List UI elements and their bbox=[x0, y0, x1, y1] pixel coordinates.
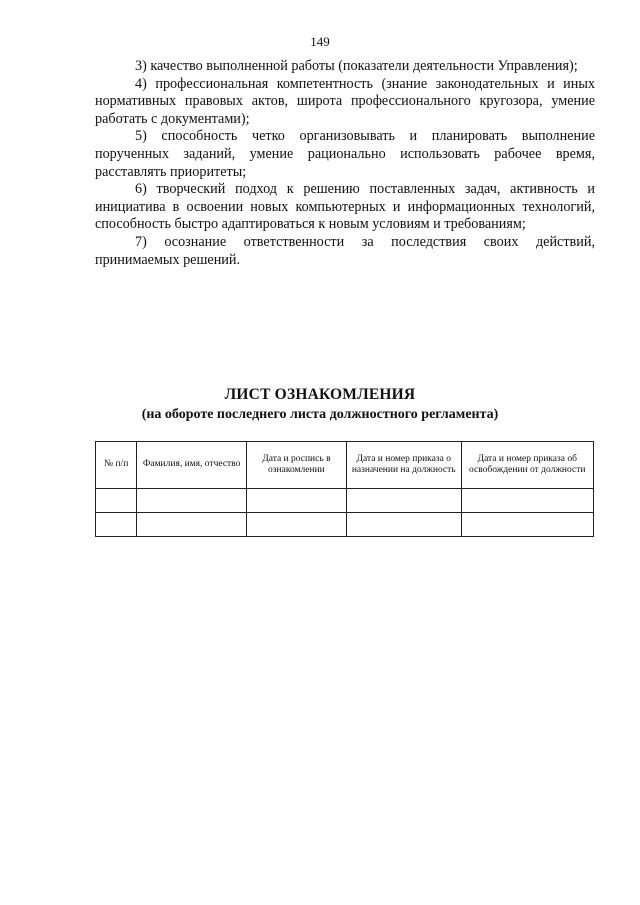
table-cell bbox=[246, 489, 346, 513]
table-row bbox=[96, 513, 594, 537]
table-cell bbox=[461, 513, 593, 537]
table-cell bbox=[246, 513, 346, 537]
column-header-appointment-order: Дата и номер приказа о назначении на должность bbox=[346, 442, 461, 489]
column-header-signature-date: Дата и роспись в ознакомлении bbox=[246, 442, 346, 489]
heading-subtitle: (на обороте последнего листа должностного регламента) bbox=[141, 407, 499, 422]
table-row bbox=[96, 489, 594, 513]
acknowledgement-table bbox=[95, 441, 594, 537]
paragraph: 4) профессиональная компетентность (знание законодательных и иных нормативных правовых актов, широта профессионального кругозора, умение работать с документами); bbox=[95, 75, 595, 127]
paragraph: 3) качество выполненной работы (показатели деятельности Управления); bbox=[135, 58, 578, 74]
column-header-name: Фамилия, имя, отчество bbox=[137, 442, 247, 489]
body-text bbox=[95, 58, 595, 269]
column-header-number: № п/п bbox=[96, 442, 137, 489]
column-header-dismissal-order: Дата и номер приказа об освобождении от должности bbox=[461, 442, 593, 489]
paragraph: 7) осознание ответственности за последствия своих действий, принимаемых решений. bbox=[95, 233, 595, 268]
table-cell bbox=[137, 489, 247, 513]
table-cell bbox=[96, 489, 137, 513]
table-cell bbox=[96, 513, 137, 537]
table-cell bbox=[461, 489, 593, 513]
paragraph: 6) творческий подход к решению поставленных задач, активность и инициатива в освоении новых компьютерных и информационных технологий, способность быстро адаптироваться к новым условиям и требованиям; bbox=[95, 181, 595, 233]
section-heading bbox=[0, 386, 640, 423]
table-header-row bbox=[96, 442, 594, 489]
table-cell bbox=[346, 489, 461, 513]
table-cell bbox=[137, 513, 247, 537]
heading-title: ЛИСТ ОЗНАКОМЛЕНИЯ bbox=[224, 386, 416, 403]
table-cell bbox=[346, 513, 461, 537]
paragraph: 5) способность четко организовывать и планировать выполнение порученных заданий, умение рационально использовать рабочее время, расставлять приоритеты; bbox=[95, 128, 595, 180]
page-number: 149 bbox=[310, 34, 330, 49]
